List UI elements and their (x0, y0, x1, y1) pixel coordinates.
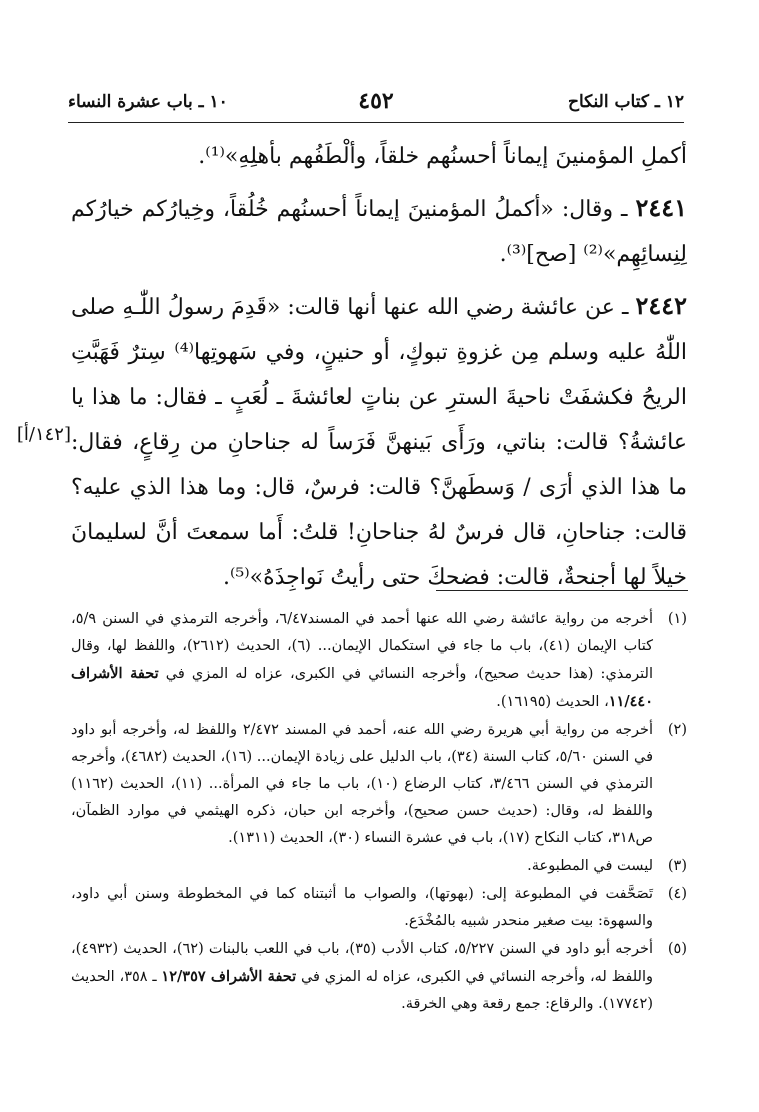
footnote-body: أخرجه أبو داود في السنن ٥/٢٢٧، كتاب الأدب (٣٥)، باب في اللعب بالبنات (٦٢)، الحديث (٤٩٣٢)، واللفظ له، وأخرجه النسائي في الكبرى، عزاه له المزي في (71, 941, 654, 985)
hadith-text: ـ وقال: «أكملُ المؤمنينَ إيماناً أحسنُهم خُلُقاً، وخِيارُكم خيارُكم لِنِسائِهِم»⁽²⁾ [صح]⁽³⁾. (71, 197, 687, 267)
main-text (71, 134, 687, 606)
footnote-body: أخرجه من رواية عائشة رضي الله عنها أحمد في المسند٦/٤٧، وأخرجه الترمذي في السنن ٥/٩، كتاب الإيمان (٤١)، باب ما جاء في استكمال الإيمان... (٦)، الحديث (٢٦١٢)، واللفظ لها، وقال الترمذي: (هذا حديث صحيح)، وأخرجه النسائي في الكبرى، عزاه له المزي في (71, 611, 653, 682)
footnote-body: تَصَحَّفت في المطبوعة إلى: (بهوتها)، والصواب ما أثبتناه كما في المخطوطة وسنن أبي داود، والسهوة: بيت صغير منحدر شبيه بالمُخْدَع. (71, 886, 653, 929)
hadith-number: ٢٤٤١ (635, 193, 687, 222)
footnote (71, 881, 687, 935)
hadith-number: ٢٤٤٢ (635, 291, 687, 320)
footnote (71, 853, 687, 880)
footnote-text (71, 881, 653, 935)
footnote-tail: ، الحديث (١٦١٩٥). (496, 694, 609, 710)
hadith-2441 (71, 185, 687, 277)
footnote (71, 606, 687, 716)
page-header (68, 88, 684, 123)
footnote (71, 717, 687, 852)
footnote-source: تحفة الأشراف ١١/٤٤٠ (71, 665, 653, 710)
section-title: ١٠ ـ باب عشرة النساء (68, 92, 228, 112)
hadith-continuation: أكملِ المؤمنينَ إيماناً أحسنُهم خلقاً، وألْطَفُهم بأهلِهِ»⁽¹⁾. (198, 144, 687, 169)
chapter-title: ١٢ ـ كتاب النكاح (568, 92, 684, 112)
footnote-text (71, 606, 653, 716)
manuscript-folio-mark: [١٤٢/أ] (16, 424, 71, 445)
footnote-body: ليست في المطبوعة. (527, 858, 653, 874)
footnote-text (71, 853, 653, 880)
footnotes (71, 606, 687, 1019)
page-number: ٤٥٢ (358, 88, 394, 114)
hadith-2442 (71, 283, 687, 600)
hadith-text: ـ عن عائشة رضي الله عنها أنها قالت: «قَدِمَ رسولُ اللّٰـهِ صلى اللّٰهُ عليه وسلم مِن غزوةِ تبوكٍ، أو حنينٍ، وفي سَهوتِها⁽⁴⁾ سِترٌ فَهَبَّتِ الريحُ فكشفَتْ ناحيةَ السترِ عن بناتٍ لعائشةَ ـ لُعَبٍ ـ فقال: ما هذا يا عائشةُ؟ قالت: بناتي، ورَأَى بَينهنَّ فَرَساً له جناحانِ من رِقاعٍ، فقال: ما هذا الذي أرَى / وَسطَهنَّ؟ قالت: فرسٌ، قال: وما هذا الذي عليه؟ قالت: جناحانِ، قال فرسٌ لهُ جناحانِ! قلتُ: أَما سمعتَ أنَّ لسليمانَ خيلاً لها أجنحةٌ، قالت: فضحكَ حتى رأيتُ نَواجِذَهُ»⁽⁵⁾. (71, 295, 688, 590)
footnote-number: (٤) (667, 886, 687, 902)
footnote-number: (٢) (667, 722, 687, 738)
footnote-separator (436, 590, 688, 591)
footnote-number: (٣) (667, 858, 687, 874)
footnote-text (71, 717, 653, 852)
footnote-number: (١) (667, 611, 687, 627)
footnote (71, 936, 687, 1018)
footnote-number: (٥) (667, 941, 687, 957)
footnote-tail: ـ ٣٥٨، الحديث (١٧٧٤٢). والرقاع: جمع رقعة وهي الخرقة. (71, 969, 653, 1012)
footnote-source: تحفة الأشراف ١٢/٣٥٧ (161, 968, 297, 985)
footnote-text (71, 936, 653, 1018)
footnote-body: أخرجه من رواية أبي هريرة رضي الله عنه، أحمد في المسند ٢/٤٧٢ واللفظ له، وأخرجه أبو داود في السنن ٥/٦٠، كتاب السنة (٣٤)، باب الدليل على زيادة الإيمان... (١٦)، الحديث (٤٦٨٢)، وأخرجه الترمذي في السنن ٣/٤٦٦، كتاب الرضاع (١٠)، باب ما جاء في المرأة... (١١)، الحديث (١١٦٢) واللفظ له، وقال: (حديث حسن صحيح)، وأخرجه ابن حبان، ذكره الهيثمي في موارد الظمآن، ص٣١٨، كتاب النكاح (١٧)، باب في عشرة النساء (٣٠)، الحديث (١٣١١). (71, 722, 653, 846)
